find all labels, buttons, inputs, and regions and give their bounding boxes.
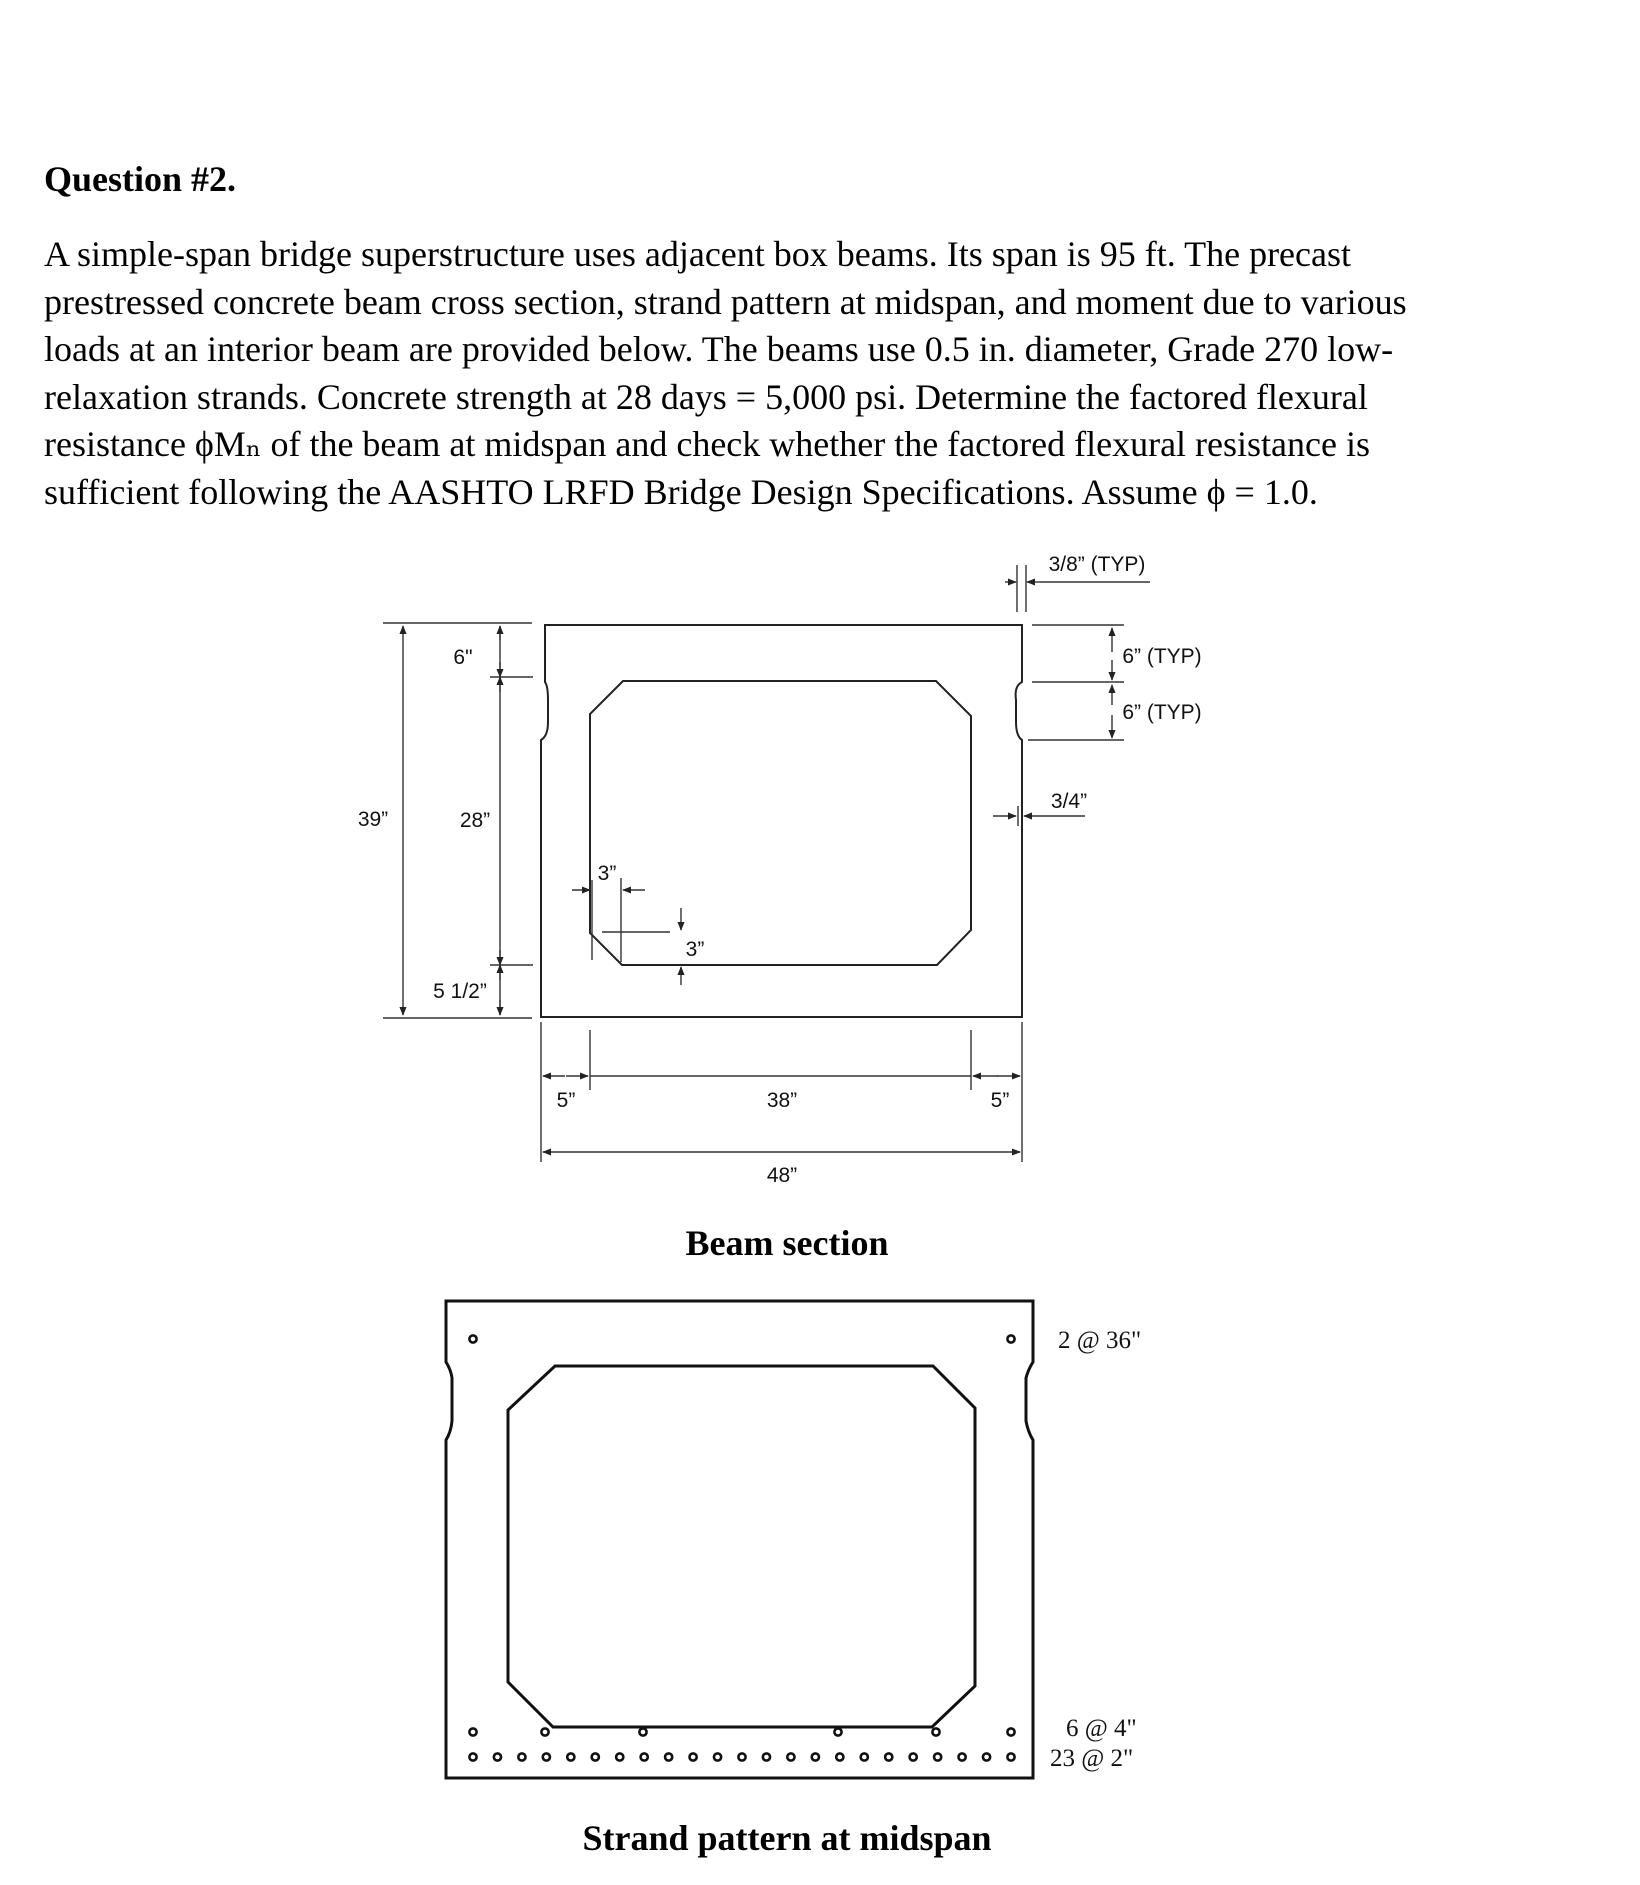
- strand-bottom-row: [836, 1753, 843, 1760]
- label-top-row: 2 @ 36": [1058, 1327, 1142, 1354]
- strand-bottom-row: [958, 1753, 965, 1760]
- question-line: relaxation strands. Concrete strength at 28 days = 5,000 psi. Determine the factored flexural: [44, 376, 1368, 417]
- strand-pattern-caption: Strand pattern at midspan: [582, 1818, 992, 1858]
- strand-bottom-row: [469, 1753, 476, 1760]
- beam-dimension-labels: [358, 553, 1202, 1187]
- strand-second-row: [639, 1728, 646, 1735]
- strand-bottom-row: [738, 1753, 745, 1760]
- question-line: sufficient following the AASHTO LRFD Bridge Design Specifications. Assume ϕ = 1.0.: [44, 471, 1318, 512]
- strand-pattern-drawing: [446, 1301, 1033, 1778]
- dim-key-lower: 6” (TYP): [1122, 701, 1202, 724]
- question-line: loads at an interior beam are provided below. The beams use 0.5 in. diameter, Grade 270 low-: [44, 329, 1394, 369]
- dim-key-upper: 6” (TYP): [1122, 645, 1202, 668]
- beam-section-drawing: [541, 625, 1022, 1017]
- strand-bottom-row: [934, 1753, 941, 1760]
- beam-outline: [541, 625, 1022, 1017]
- question-line: resistance ϕMₙ of the beam at midspan and check whether the factored flexural resistance is: [44, 424, 1370, 464]
- strand-bottom-row: [787, 1753, 794, 1760]
- strand-bottom-row: [567, 1753, 574, 1760]
- dim-void-height: 28”: [459, 809, 491, 832]
- beam-dimension-lines: [383, 565, 1150, 1162]
- dim-total-width: 48”: [766, 1164, 798, 1187]
- strand-second-row: [541, 1728, 548, 1735]
- dim-key-offset: 3/4”: [1050, 790, 1088, 813]
- question-title: Question #2.: [44, 159, 237, 199]
- strand-top: [469, 1335, 476, 1342]
- question-line: A simple-span bridge superstructure uses adjacent box beams. Its span is 95 ft. The precast: [44, 234, 1352, 274]
- dim-shear-key-width: 3/8” (TYP): [1048, 553, 1146, 576]
- strand-bottom-row: [714, 1753, 721, 1760]
- dim-chamfer-h: 3”: [597, 862, 617, 885]
- strand-bottom-row: [616, 1753, 623, 1760]
- strand-bottom-row: [861, 1753, 868, 1760]
- strand-bottom-row: [665, 1753, 672, 1760]
- question-line: prestressed concrete beam cross section, strand pattern at midspan, and moment due to various: [44, 281, 1407, 322]
- strand-bottom-row: [689, 1753, 696, 1760]
- beam-section-caption: Beam section: [685, 1223, 889, 1263]
- dim-void-width: 38”: [766, 1089, 798, 1112]
- strand-bottom-row: [763, 1753, 770, 1760]
- label-bottom-row: 23 @ 2": [1050, 1745, 1134, 1772]
- strand-bottom-row: [641, 1753, 648, 1760]
- strand-bottom-row: [983, 1753, 990, 1760]
- strand-labels: [1050, 1327, 1141, 1772]
- strand-bottom-row: [518, 1753, 525, 1760]
- dim-top-flange: 6": [453, 646, 473, 669]
- strand-bottom-row: [885, 1753, 892, 1760]
- strand-bottom-row: [910, 1753, 917, 1760]
- strand-second-row: [834, 1728, 841, 1735]
- strand-second-row: [1007, 1728, 1014, 1735]
- strand-second-row: [932, 1728, 939, 1735]
- strand-second-row: [469, 1728, 476, 1735]
- dim-chamfer-v: 3”: [685, 938, 705, 961]
- strand-beam-void: [508, 1366, 975, 1727]
- beam-void: [590, 681, 971, 965]
- strand-dots: [469, 1335, 1014, 1760]
- dim-total-height: 39”: [357, 808, 389, 831]
- strand-bottom-row: [494, 1753, 501, 1760]
- strand-bottom-row: [1007, 1753, 1014, 1760]
- strand-bottom-row: [592, 1753, 599, 1760]
- label-second-row: 6 @ 4": [1066, 1715, 1137, 1742]
- dim-web-right: 5”: [990, 1089, 1010, 1112]
- strand-bottom-row: [812, 1753, 819, 1760]
- strand-top: [1007, 1335, 1014, 1342]
- strand-bottom-row: [543, 1753, 550, 1760]
- dim-web-left: 5”: [556, 1089, 576, 1112]
- dim-bottom-flange: 5 1/2”: [433, 980, 487, 1003]
